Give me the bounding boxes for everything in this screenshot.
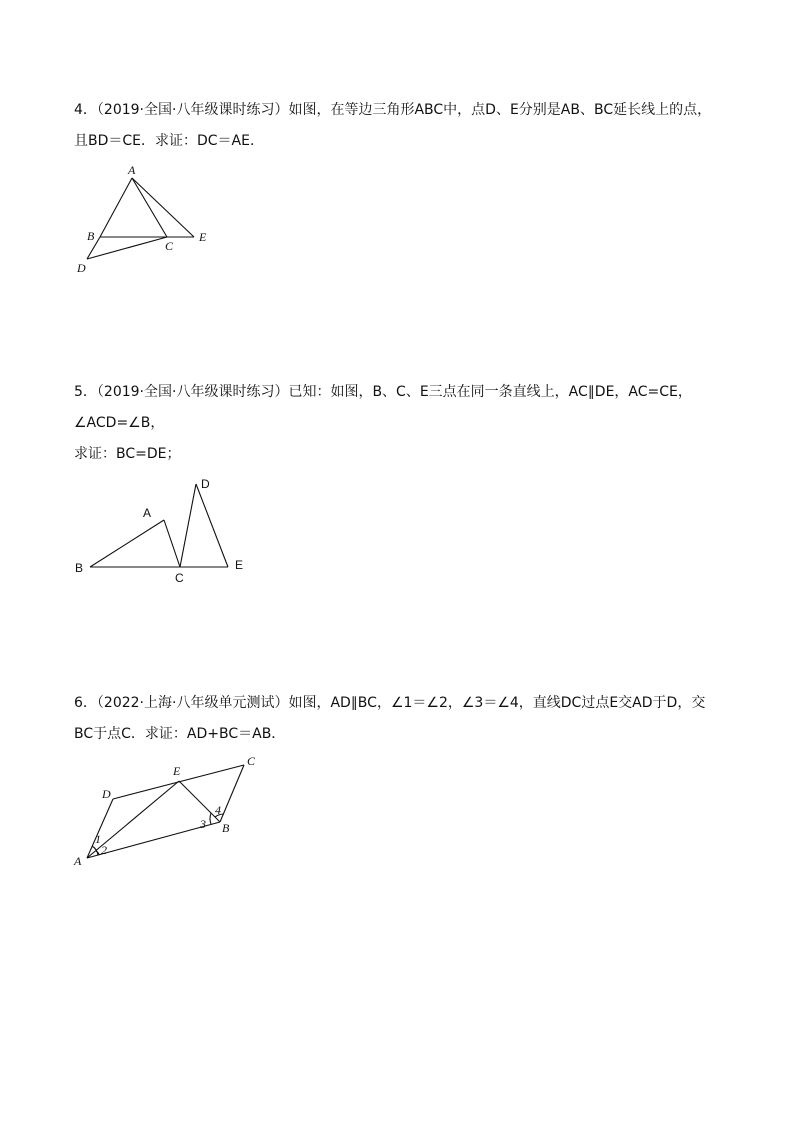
- label-b: B: [222, 821, 230, 835]
- question-6: [74, 688, 734, 750]
- segment-ae: [132, 178, 194, 237]
- label-e: E: [199, 230, 207, 244]
- segment-ac: [164, 520, 180, 567]
- label-a: A: [143, 506, 152, 520]
- label-a: A: [128, 163, 136, 177]
- label-angle-3: 3: [200, 817, 206, 831]
- label-e: E: [173, 764, 181, 778]
- question-4-source: （2019·全国·八年级课时练习）: [96, 102, 289, 118]
- question-6-number: 6．: [74, 695, 97, 711]
- label-angle-1: 1: [95, 832, 101, 846]
- segment-ad: [87, 799, 113, 858]
- segment-ac: [132, 178, 167, 237]
- question-4-text-1: 如图，在等边三角形ABC中，点D、E分别是AB、BC延长线上的点，: [288, 102, 712, 118]
- label-angle-4: 4: [215, 803, 221, 817]
- figure-q5: [70, 472, 260, 587]
- label-c: C: [247, 754, 256, 768]
- question-6-source: （2022·上海·八年级单元测试）: [96, 695, 289, 711]
- question-4-line-2: 且BD＝CE．求证：DC＝AE．: [74, 133, 264, 149]
- question-4-line-1: [74, 95, 734, 126]
- segment-cd: [180, 484, 196, 567]
- segment-cb: [220, 765, 244, 822]
- figure-q4: [72, 160, 222, 280]
- label-a: A: [74, 854, 82, 868]
- label-d: D: [102, 787, 111, 801]
- question-5-line-2: ∠ACD=∠B，: [74, 415, 165, 431]
- segment-ab: [100, 178, 132, 237]
- angle-arc-3: [210, 813, 211, 824]
- question-4-number: 4．: [74, 102, 97, 118]
- label-angle-2: 2: [101, 843, 107, 857]
- question-6-line-2: BC于点C．求证：AD+BC＝AB．: [74, 726, 286, 742]
- question-5-number: 5．: [74, 384, 97, 400]
- segment-dc: [87, 237, 167, 259]
- label-d: D: [77, 261, 86, 275]
- question-6-text-1: 如图，AD∥BC，∠1＝∠2，∠3＝∠4，直线DC过点E交AD于D，交: [288, 695, 706, 711]
- label-b: B: [87, 229, 95, 243]
- label-c: C: [175, 571, 184, 585]
- segment-ba: [90, 520, 164, 567]
- question-5-line-3: 求证：BC=DE；: [74, 446, 181, 462]
- label-b: B: [75, 561, 84, 575]
- question-4: [74, 95, 734, 157]
- label-d: D: [201, 477, 210, 491]
- label-c: C: [165, 239, 174, 253]
- question-5: [74, 377, 734, 470]
- question-5-source: （2019·全国·八年级课时练习）: [96, 384, 289, 400]
- question-5-text-1: 已知：如图，B、C、E三点在同一条直线上，AC∥DE，AC=CE，: [288, 384, 692, 400]
- question-5-line-1: [74, 377, 734, 408]
- figure-q6: [70, 752, 270, 872]
- question-6-line-1: [74, 688, 734, 719]
- label-e: E: [235, 558, 244, 572]
- segment-de: [196, 484, 228, 567]
- segment-eb: [179, 781, 220, 822]
